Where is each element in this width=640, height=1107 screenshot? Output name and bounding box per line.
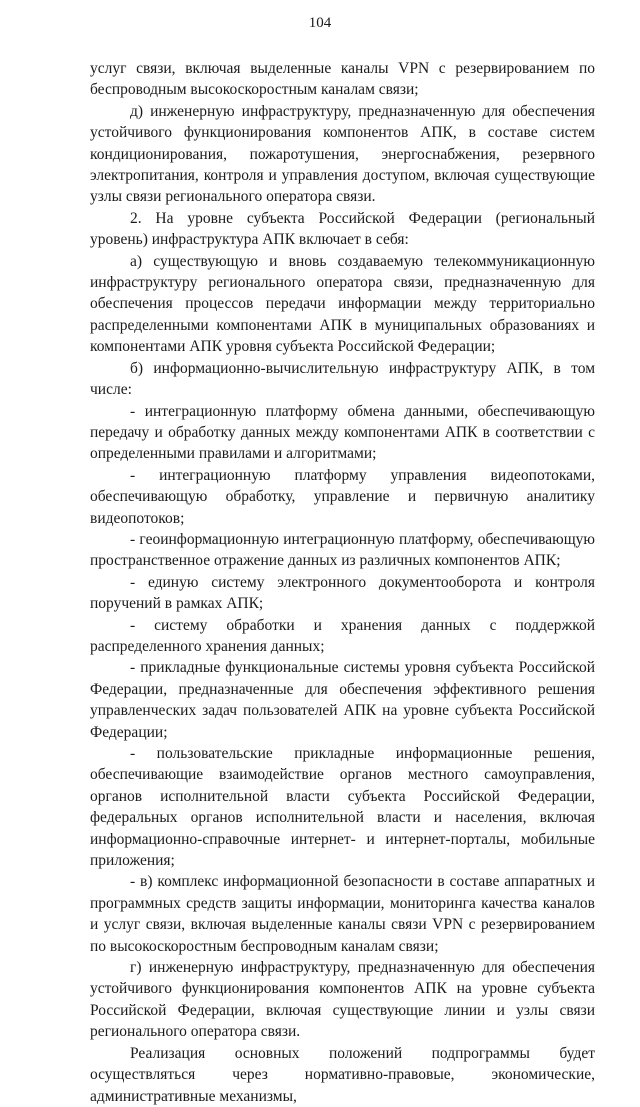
list-item: - интеграционную платформу обмена данными, обеспечивающую передачу и обработку данных между компонентами АПК в соответствии с определенными правилами и алгоритмами; <box>90 402 595 463</box>
list-item: - прикладные функциональные системы уровня субъекта Российской Федерации, предназначенные для обеспечения эффективного решения управленческих задач пользователей АПК на уровне субъекта Российской Федерации; <box>90 659 595 741</box>
list-item: - систему обработки и хранения данных с поддержкой распределенного хранения данных; <box>90 616 595 655</box>
page-number: 104 <box>308 15 332 31</box>
paragraph: 2. На уровне субъекта Российской Федерации (региональный уровень) инфраструктура АПК включает в себя: <box>90 209 595 249</box>
list-item: - единую систему электронного документооборота и контроля поручений в рамках АПК; <box>90 573 595 613</box>
paragraph: услуг связи, включая выделенные каналы VPN с резервированием по беспроводным высокоскоростным каналам связи; <box>90 60 595 99</box>
list-item: - пользовательские прикладные информационные решения, обеспечивающие взаимодействие органов местного самоуправления, органов исполнительной власти субъекта Российской Федерации, федеральных органов исполнительной власти и населения, включая информационно-справочные интернет- и интернет-порталы, мобильные приложения; <box>90 745 595 870</box>
document-body <box>90 58 595 1107</box>
paragraph: - в) комплекс информационной безопасности в составе аппаратных и программных средств защиты информации, мониторинга качества каналов и услуг связи, включая выделенные каналы связи VPN с резервированием по высокоскоростным беспроводным каналам связи; <box>90 873 595 955</box>
list-item: - геоинформационную интеграционную платформу, обеспечивающую пространственное отражение данных из различных компонентов АПК; <box>90 530 595 570</box>
list-item: - интеграционную платформу управления видеопотоками, обеспечивающую обработку, управление и первичную аналитику видеопотоков; <box>90 466 595 527</box>
paragraph: г) инженерную инфраструктуру, предназначенную для обеспечения устойчивого функционирования компонентов АПК на уровне субъекта Российской Федерации, включая существующие линии и узлы связи регионального оператора связи. <box>90 959 595 1041</box>
paragraph: б) информационно-вычислительную инфраструктуру АПК, в том числе: <box>90 359 595 399</box>
paragraph: д) инженерную инфраструктуру, предназначенную для обеспечения устойчивого функционирования компонентов АПК, в составе систем кондиционирования, пожаротушения, энергоснабжения, резервного электропитания, контроля и управления доступом, включая существующие узлы связи регионального оператора связи. <box>90 102 595 206</box>
paragraph: а) существующую и вновь создаваемую телекоммуникационную инфраструктуру регионального оператора связи, предназначенную для обеспечения процессов передачи информации между территориально распределенными компонентами АПК в муниципальных образованиях и компонентами АПК уровня субъекта Российской Федерации; <box>90 252 595 356</box>
paragraph: Реализация основных положений подпрограммы будет осуществляться через нормативно-правовые, экономические, административные механизмы, <box>90 1044 595 1105</box>
